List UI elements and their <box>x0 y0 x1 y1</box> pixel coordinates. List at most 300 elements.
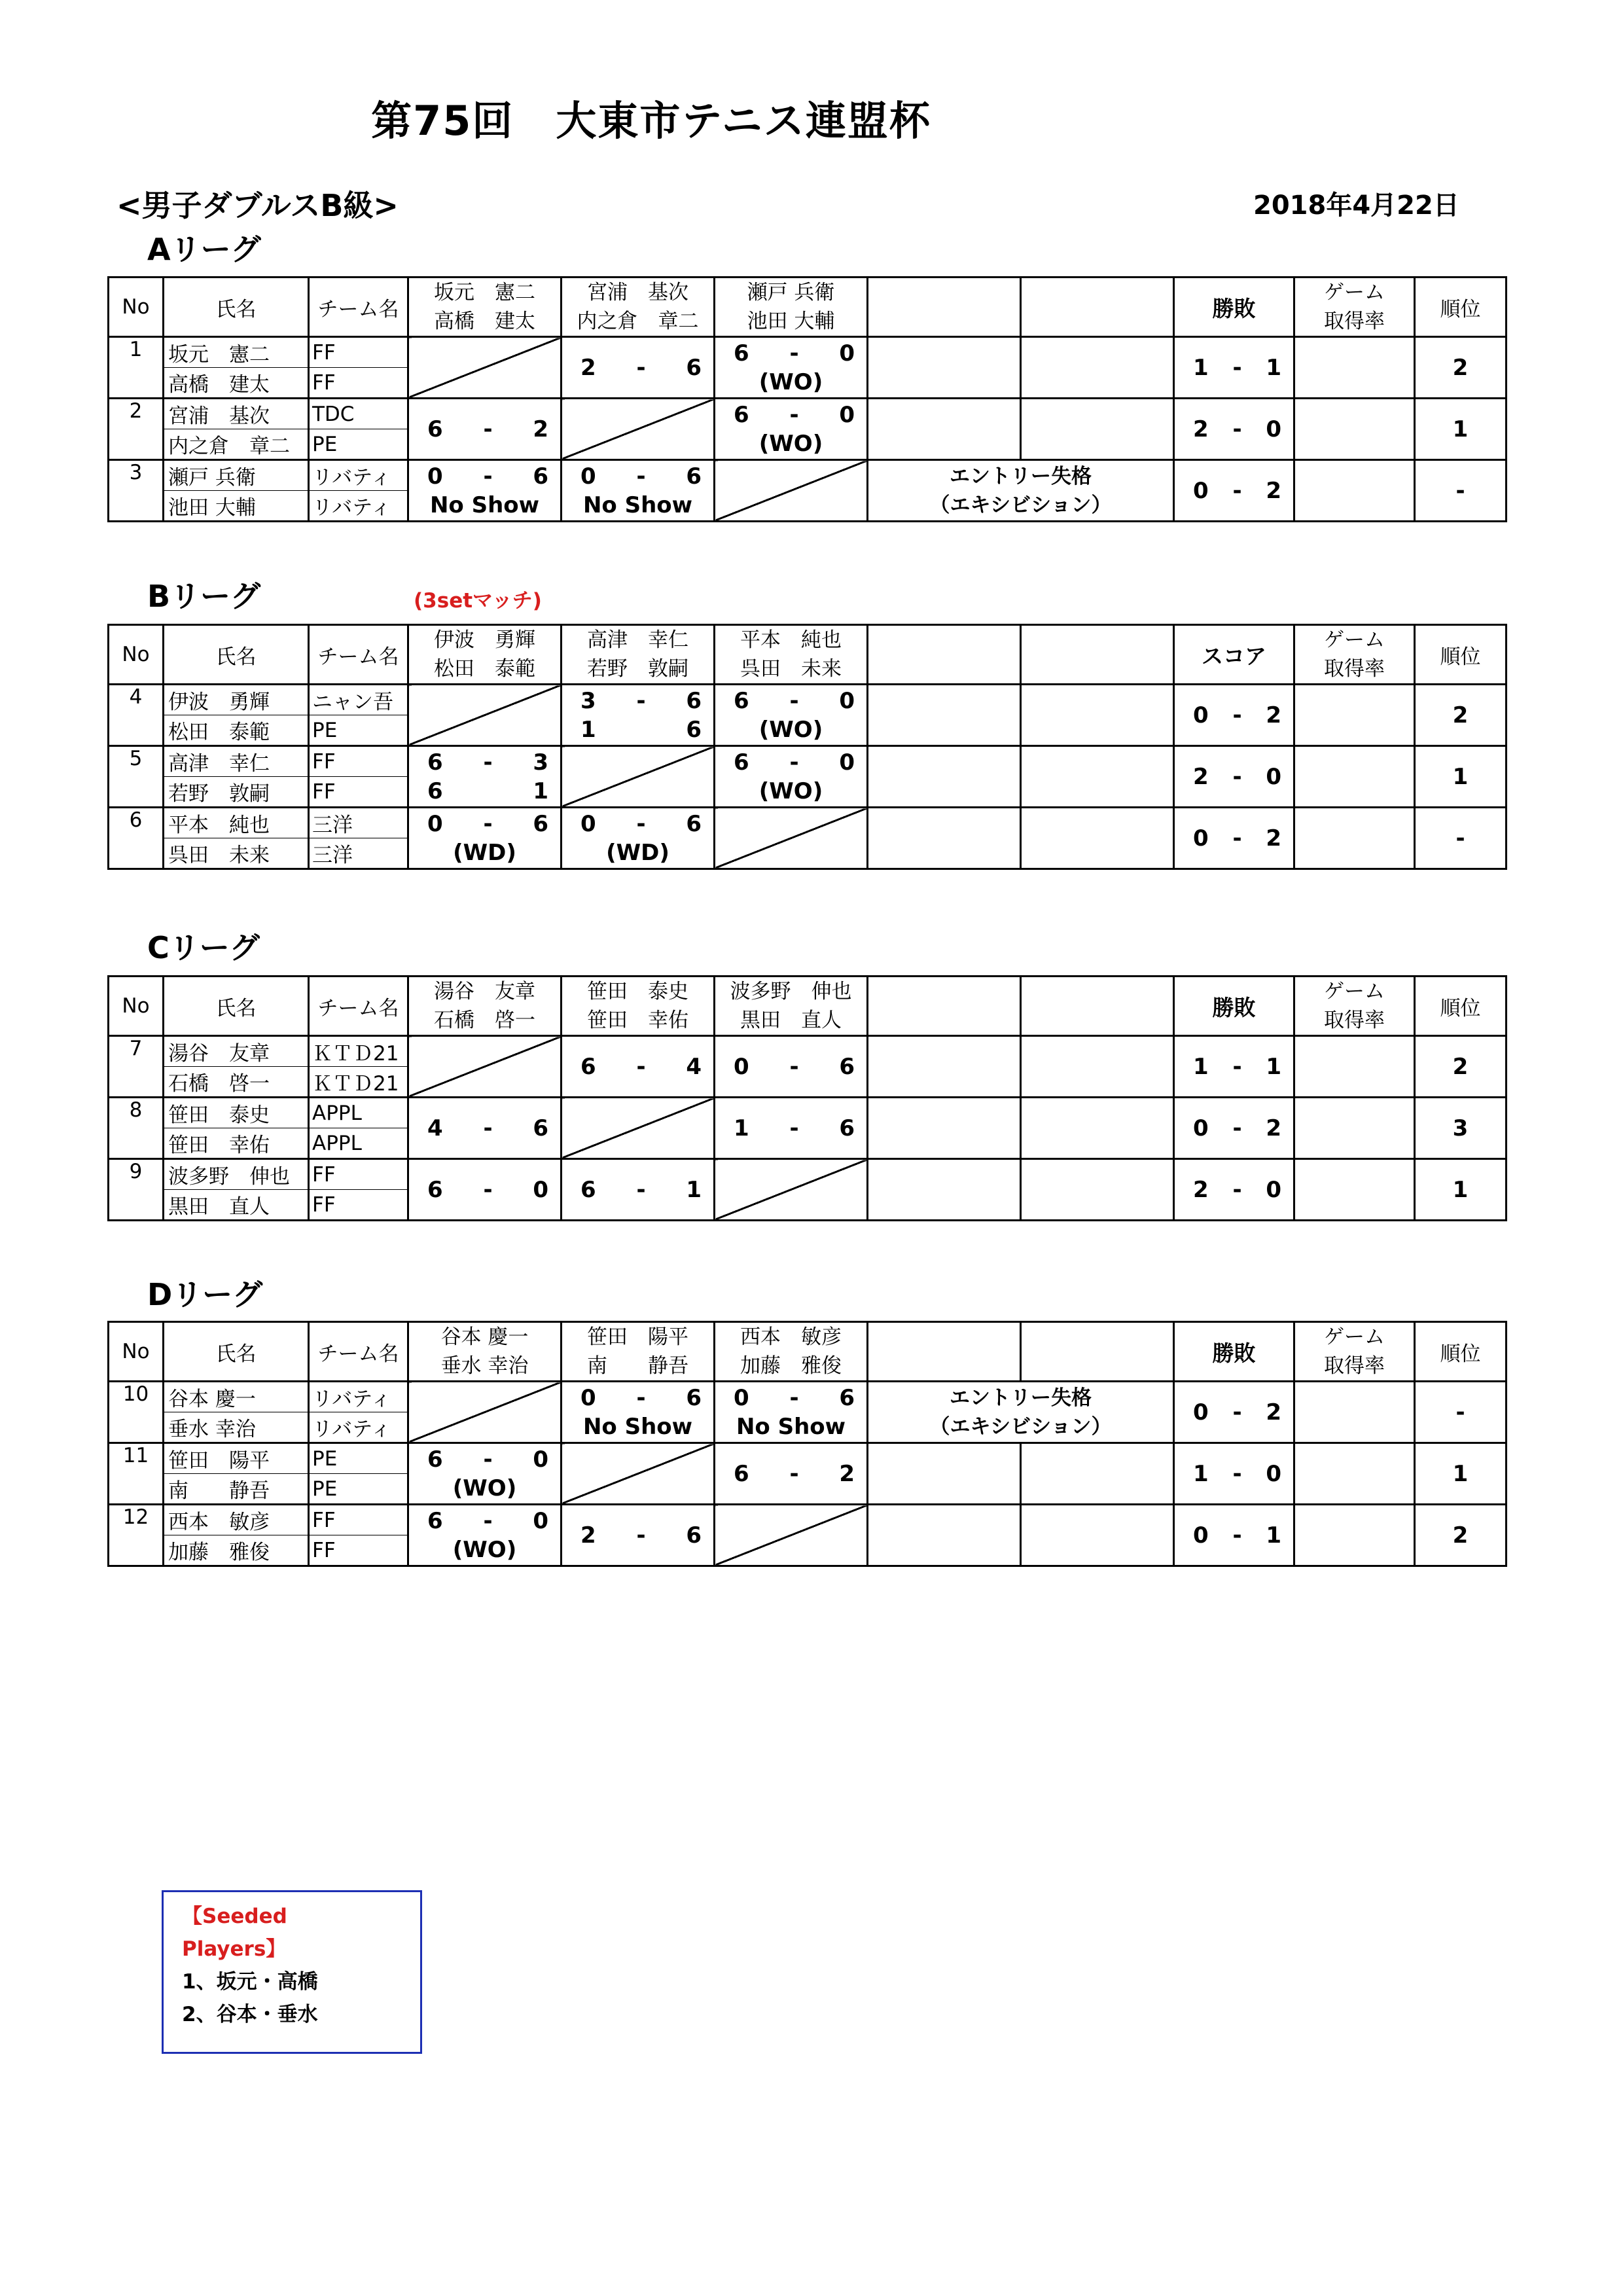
match-score-second-set-right: 1 <box>533 778 548 804</box>
self-match-cell <box>408 1382 562 1443</box>
match-score-dash: - <box>483 810 493 837</box>
match-score-right: 6 <box>533 1115 548 1141</box>
match-cell <box>715 399 868 460</box>
match-score-right: 6 <box>686 1384 702 1411</box>
pair-number: 12 <box>109 1505 164 1566</box>
match-cell <box>715 1098 868 1159</box>
player-name: 笹田 泰史 <box>164 1098 309 1128</box>
opponent-header <box>715 278 868 337</box>
empty-cell <box>1021 746 1174 808</box>
league-title: Aリーグ <box>147 232 261 267</box>
opponent-header <box>562 625 715 685</box>
match-score-dash: - <box>636 810 646 837</box>
player-name: 松田 泰範 <box>164 715 309 746</box>
pair-number: 1 <box>109 337 164 399</box>
win-loss-dash: - <box>1232 416 1242 442</box>
win-loss-right: 0 <box>1266 1176 1281 1203</box>
pair-number: 5 <box>109 746 164 808</box>
self-match-cell <box>408 1036 562 1098</box>
match-score <box>562 1052 713 1081</box>
header-game-rate-2: 取得率 <box>1324 1354 1385 1378</box>
empty-cell <box>868 685 1021 746</box>
header-rank: 順位 <box>1415 1322 1507 1382</box>
pair-row <box>109 1382 1507 1412</box>
pair-number: 7 <box>109 1036 164 1098</box>
match-score-left: 0 <box>580 1384 596 1411</box>
rank-cell: 2 <box>1415 685 1507 746</box>
win-loss-right: 0 <box>1266 416 1281 442</box>
match-score-second-set-right: 6 <box>686 716 702 743</box>
header-game-rate-1: ゲーム <box>1324 1325 1385 1349</box>
header-game-rate-2: 取得率 <box>1324 310 1385 333</box>
header-team: チーム名 <box>309 1322 408 1382</box>
win-loss-right: 0 <box>1266 1460 1281 1487</box>
win-loss-dash: - <box>1232 702 1242 728</box>
win-loss <box>1175 1522 1293 1549</box>
win-loss-right: 2 <box>1266 702 1281 728</box>
win-loss <box>1175 1054 1293 1080</box>
header-game-rate-1: ゲーム <box>1324 281 1385 304</box>
match-cell <box>715 1382 868 1443</box>
rank-cell: 1 <box>1415 746 1507 808</box>
player-name: 西本 敏彦 <box>164 1505 309 1535</box>
match-score-right: 6 <box>533 810 548 837</box>
match-cell <box>408 746 562 808</box>
opponent-header <box>408 278 562 337</box>
seeded-players-box <box>162 1890 422 2054</box>
opponent-header-player-2: 垂水 幸治 <box>440 1354 529 1378</box>
match-score-dash: - <box>789 1460 799 1487</box>
opponent-header <box>408 625 562 685</box>
header-game-rate <box>1294 1322 1415 1382</box>
match-score-left: 6 <box>427 1507 443 1534</box>
match-score <box>715 1460 866 1488</box>
win-loss <box>1175 416 1293 442</box>
team-name: ＫＴＤ21 <box>309 1036 408 1067</box>
player-name: 高橋 建太 <box>164 368 309 399</box>
player-name: 黒田 直人 <box>164 1190 309 1221</box>
match-cell <box>408 1443 562 1505</box>
empty-cell <box>1021 1098 1174 1159</box>
header-name: 氏名 <box>164 278 309 337</box>
league-table <box>107 276 1507 522</box>
pair-number: 6 <box>109 808 164 869</box>
opponent-header-player-2: 高橋 建太 <box>434 310 535 333</box>
match-score-left: 6 <box>734 340 749 367</box>
match-score <box>562 1384 713 1412</box>
header-row <box>109 625 1507 685</box>
match-score <box>562 462 713 491</box>
match-score-left: 2 <box>580 1522 596 1549</box>
win-loss-cell <box>1174 1098 1294 1159</box>
win-loss-dash: - <box>1232 354 1242 381</box>
team-name: PE <box>309 1443 408 1474</box>
game-rate-cell <box>1294 337 1415 399</box>
match-score-dash: - <box>636 687 646 714</box>
match-score-left: 6 <box>427 416 443 442</box>
empty-cell <box>1021 399 1174 460</box>
match-note: No Show <box>736 1413 846 1440</box>
win-loss-left: 0 <box>1193 702 1209 728</box>
opponent-header-player-2: 松田 泰範 <box>434 657 535 681</box>
match-note: (WD) <box>606 839 669 866</box>
pair-row <box>109 1098 1507 1128</box>
win-loss-cell <box>1174 399 1294 460</box>
match-score-left: 4 <box>427 1115 443 1141</box>
player-name: 若野 敦嗣 <box>164 777 309 808</box>
blank-header <box>1021 1322 1174 1382</box>
header-team: チーム名 <box>309 625 408 685</box>
team-name: FF <box>309 777 408 808</box>
match-score-right: 2 <box>533 416 548 442</box>
blank-header <box>1021 977 1174 1036</box>
league-title: Bリーグ <box>147 579 261 614</box>
match-score-left: 6 <box>427 1446 443 1473</box>
match-score-right: 0 <box>839 401 855 428</box>
game-rate-cell <box>1294 1443 1415 1505</box>
win-loss <box>1175 764 1293 790</box>
win-loss-right: 1 <box>1266 1522 1281 1549</box>
pair-row <box>109 808 1507 838</box>
game-rate-cell <box>1294 460 1415 522</box>
match-note: (WO) <box>758 430 823 457</box>
match-score-right: 6 <box>686 687 702 714</box>
match-score <box>562 1175 713 1204</box>
exhibition-line-2: （エキシビション） <box>929 493 1112 517</box>
match-score-dash: - <box>483 416 493 442</box>
match-score-dash: - <box>636 1176 646 1203</box>
win-loss-cell <box>1174 1382 1294 1443</box>
team-name: リバティ <box>309 491 408 522</box>
match-score-left: 6 <box>427 749 443 776</box>
self-match-cell <box>562 1443 715 1505</box>
win-loss <box>1175 1461 1293 1487</box>
win-loss-right: 0 <box>1266 763 1281 790</box>
player-name: 加藤 雅俊 <box>164 1535 309 1566</box>
match-score <box>715 1384 866 1412</box>
rank-cell: - <box>1415 460 1507 522</box>
header-no: No <box>109 278 164 337</box>
header-result: 勝敗 <box>1174 1322 1294 1382</box>
header-team: チーム名 <box>309 977 408 1036</box>
match-score-right: 2 <box>839 1460 855 1487</box>
empty-cell <box>868 808 1021 869</box>
seeded-line-2: 2、谷本・垂水 <box>182 2003 318 2026</box>
pair-row <box>109 399 1507 429</box>
rank-cell: 1 <box>1415 1443 1507 1505</box>
rank-cell: 1 <box>1415 1159 1507 1221</box>
pair-row <box>109 746 1507 777</box>
player-name: 伊波 勇輝 <box>164 685 309 715</box>
match-score <box>715 1052 866 1081</box>
team-name: TDC <box>309 399 408 429</box>
self-match-cell <box>715 460 868 522</box>
header-rank: 順位 <box>1415 625 1507 685</box>
pair-number: 11 <box>109 1443 164 1505</box>
self-match-cell <box>408 337 562 399</box>
header-row <box>109 278 1507 337</box>
opponent-header-player-1: 谷本 慶一 <box>440 1325 529 1349</box>
match-score-right: 6 <box>533 463 548 490</box>
match-score-left: 6 <box>734 401 749 428</box>
match-score-right: 0 <box>839 687 855 714</box>
player-name: 池田 大輔 <box>164 491 309 522</box>
match-cell <box>408 1505 562 1566</box>
match-cell <box>715 337 868 399</box>
opponent-header-player-1: 笹田 陽平 <box>587 1325 688 1349</box>
header-name: 氏名 <box>164 625 309 685</box>
game-rate-cell <box>1294 1505 1415 1566</box>
header-row <box>109 977 1507 1036</box>
match-score-dash: - <box>789 687 799 714</box>
match-cell <box>562 337 715 399</box>
opponent-header-player-1: 伊波 勇輝 <box>434 628 535 652</box>
opponent-header <box>715 977 868 1036</box>
opponent-header-player-2: 呉田 未来 <box>740 657 842 681</box>
win-loss-left: 0 <box>1193 1522 1209 1549</box>
opponent-header-player-1: 瀬戸 兵衛 <box>747 281 835 304</box>
team-name: ＫＴＤ21 <box>309 1067 408 1098</box>
seeded-title-2: Players】 <box>182 1937 287 1961</box>
match-score-left: 6 <box>580 1053 596 1080</box>
match-score <box>562 353 713 382</box>
empty-cell <box>868 1159 1021 1221</box>
pair-number: 10 <box>109 1382 164 1443</box>
team-name: FF <box>309 1505 408 1535</box>
seeded-line-1: 1、坂元・高橋 <box>182 1970 318 1994</box>
page-title: 第75回 大東市テニス連盟杯 <box>371 97 931 145</box>
game-rate-cell <box>1294 399 1415 460</box>
match-cell <box>408 1098 562 1159</box>
win-loss <box>1175 702 1293 728</box>
match-score-dash: - <box>636 1384 646 1411</box>
rank-cell: 2 <box>1415 1036 1507 1098</box>
pair-row <box>109 460 1507 491</box>
win-loss-dash: - <box>1232 1399 1242 1426</box>
win-loss-left: 0 <box>1193 1399 1209 1426</box>
match-score-dash: - <box>483 1115 493 1141</box>
rank-cell: - <box>1415 808 1507 869</box>
team-name: ニャン吾 <box>309 685 408 715</box>
game-rate-cell <box>1294 746 1415 808</box>
self-match-cell <box>408 685 562 746</box>
win-loss-left: 2 <box>1193 1176 1209 1203</box>
empty-cell <box>868 1443 1021 1505</box>
match-score-right: 1 <box>686 1176 702 1203</box>
header-name: 氏名 <box>164 1322 309 1382</box>
team-name: PE <box>309 1474 408 1505</box>
win-loss-dash: - <box>1232 1460 1242 1487</box>
rank-cell: 2 <box>1415 337 1507 399</box>
match-score-left: 0 <box>580 463 596 490</box>
win-loss-cell <box>1174 808 1294 869</box>
match-score <box>409 810 560 838</box>
player-name: 南 静吾 <box>164 1474 309 1505</box>
match-score-dash: - <box>483 463 493 490</box>
pair-row <box>109 1505 1507 1535</box>
match-score-left: 6 <box>427 1176 443 1203</box>
match-score <box>409 1445 560 1474</box>
match-score-dash: - <box>789 1053 799 1080</box>
win-loss-left: 0 <box>1193 825 1209 852</box>
header-rank: 順位 <box>1415 977 1507 1036</box>
match-score <box>715 687 866 715</box>
win-loss-cell <box>1174 1036 1294 1098</box>
match-score-left: 1 <box>734 1115 749 1141</box>
win-loss-right: 2 <box>1266 477 1281 504</box>
team-name: リバティ <box>309 1412 408 1443</box>
opponent-header-player-2: 石橋 啓一 <box>434 1009 535 1032</box>
match-score-dash: - <box>636 354 646 381</box>
team-name: FF <box>309 746 408 777</box>
match-score-right: 6 <box>686 354 702 381</box>
opponent-header-player-1: 湯谷 友章 <box>434 980 535 1003</box>
empty-cell <box>868 399 1021 460</box>
pair-row <box>109 1159 1507 1190</box>
player-name: 波多野 伸也 <box>164 1159 309 1190</box>
win-loss-dash: - <box>1232 825 1242 852</box>
header-row <box>109 1322 1507 1382</box>
exhibition-cell <box>868 1382 1174 1443</box>
match-note: (WD) <box>453 839 516 866</box>
match-score-right: 6 <box>839 1384 855 1411</box>
match-score-dash: - <box>636 463 646 490</box>
match-note: (WO) <box>452 1475 517 1501</box>
pair-row <box>109 337 1507 368</box>
match-score <box>409 1175 560 1204</box>
match-score-left: 2 <box>580 354 596 381</box>
match-note: (WO) <box>758 778 823 804</box>
self-match-cell <box>715 1159 868 1221</box>
opponent-header-player-1: 笹田 泰史 <box>587 980 688 1003</box>
header-game-rate <box>1294 625 1415 685</box>
header-rank: 順位 <box>1415 278 1507 337</box>
header-name: 氏名 <box>164 977 309 1036</box>
pair-row <box>109 1443 1507 1474</box>
player-name: 内之倉 章二 <box>164 429 309 460</box>
match-score-right: 6 <box>686 1522 702 1549</box>
match-note: No Show <box>429 492 540 518</box>
match-score <box>409 748 560 777</box>
win-loss-right: 2 <box>1266 1399 1281 1426</box>
player-name: 高津 幸仁 <box>164 746 309 777</box>
empty-cell <box>1021 337 1174 399</box>
win-loss-cell <box>1174 685 1294 746</box>
match-score-right: 4 <box>686 1053 702 1080</box>
match-score-dash: - <box>789 1115 799 1141</box>
game-rate-cell <box>1294 1098 1415 1159</box>
match-cell <box>715 685 868 746</box>
match-score-second-set <box>409 777 560 806</box>
header-result: 勝敗 <box>1174 977 1294 1036</box>
match-score-left: 6 <box>580 1176 596 1203</box>
rank-cell: 1 <box>1415 399 1507 460</box>
self-match-cell <box>562 746 715 808</box>
self-match-cell <box>715 1505 868 1566</box>
header-no: No <box>109 625 164 685</box>
rank-cell: - <box>1415 1382 1507 1443</box>
blank-header <box>1021 278 1174 337</box>
win-loss-dash: - <box>1232 1115 1242 1141</box>
game-rate-cell <box>1294 808 1415 869</box>
blank-header <box>868 977 1021 1036</box>
win-loss-cell <box>1174 1159 1294 1221</box>
match-score-dash: - <box>483 749 493 776</box>
header-game-rate-1: ゲーム <box>1324 980 1385 1003</box>
seeded-title-1: 【Seeded <box>182 1905 287 1928</box>
header-game-rate <box>1294 977 1415 1036</box>
match-score-right: 6 <box>839 1053 855 1080</box>
empty-cell <box>1021 1036 1174 1098</box>
match-note: No Show <box>582 1413 693 1440</box>
match-cell <box>408 399 562 460</box>
match-score-right: 0 <box>839 749 855 776</box>
match-cell <box>562 1036 715 1098</box>
game-rate-cell <box>1294 1036 1415 1098</box>
win-loss-right: 2 <box>1266 1115 1281 1141</box>
blank-header <box>1021 625 1174 685</box>
opponent-header-player-1: 坂元 憲二 <box>434 281 535 304</box>
match-score-left: 6 <box>734 687 749 714</box>
team-name: FF <box>309 1535 408 1566</box>
opponent-header-player-1: 西本 敏彦 <box>740 1325 842 1349</box>
match-score-left: 0 <box>580 810 596 837</box>
win-loss-left: 1 <box>1193 354 1209 381</box>
win-loss-left: 0 <box>1193 477 1209 504</box>
team-name: PE <box>309 429 408 460</box>
pair-number: 2 <box>109 399 164 460</box>
player-name: 谷本 慶一 <box>164 1382 309 1412</box>
match-score-right: 6 <box>686 463 702 490</box>
match-cell <box>715 1443 868 1505</box>
match-score-dash: - <box>636 1053 646 1080</box>
match-note: No Show <box>582 492 693 518</box>
league-table <box>107 624 1507 870</box>
win-loss <box>1175 1399 1293 1426</box>
player-name: 平本 純也 <box>164 808 309 838</box>
header-result: スコア <box>1174 625 1294 685</box>
match-score-right: 0 <box>533 1176 548 1203</box>
match-note: (WO) <box>758 368 823 395</box>
opponent-header-player-2: 若野 敦嗣 <box>587 657 688 681</box>
match-score-right: 6 <box>839 1115 855 1141</box>
header-no: No <box>109 977 164 1036</box>
match-score-second-set <box>562 715 713 744</box>
header-game-rate-1: ゲーム <box>1324 628 1385 652</box>
match-score-dash: - <box>789 401 799 428</box>
match-score <box>715 1114 866 1143</box>
win-loss-dash: - <box>1232 1176 1242 1203</box>
team-name: リバティ <box>309 1382 408 1412</box>
league-title: Cリーグ <box>147 930 260 965</box>
league-table <box>107 975 1507 1221</box>
match-score-left: 6 <box>734 749 749 776</box>
match-cell <box>562 460 715 522</box>
win-loss <box>1175 478 1293 504</box>
win-loss <box>1175 1115 1293 1141</box>
opponent-header-player-1: 高津 幸仁 <box>587 628 688 652</box>
self-match-cell <box>562 1098 715 1159</box>
match-score-second-set-left: 6 <box>427 778 443 804</box>
win-loss-cell <box>1174 746 1294 808</box>
match-score-right: 0 <box>839 340 855 367</box>
game-rate-cell <box>1294 1159 1415 1221</box>
win-loss-cell <box>1174 1443 1294 1505</box>
match-score-dash: - <box>789 340 799 367</box>
pair-row <box>109 1036 1507 1067</box>
match-cell <box>562 1382 715 1443</box>
blank-header <box>868 278 1021 337</box>
